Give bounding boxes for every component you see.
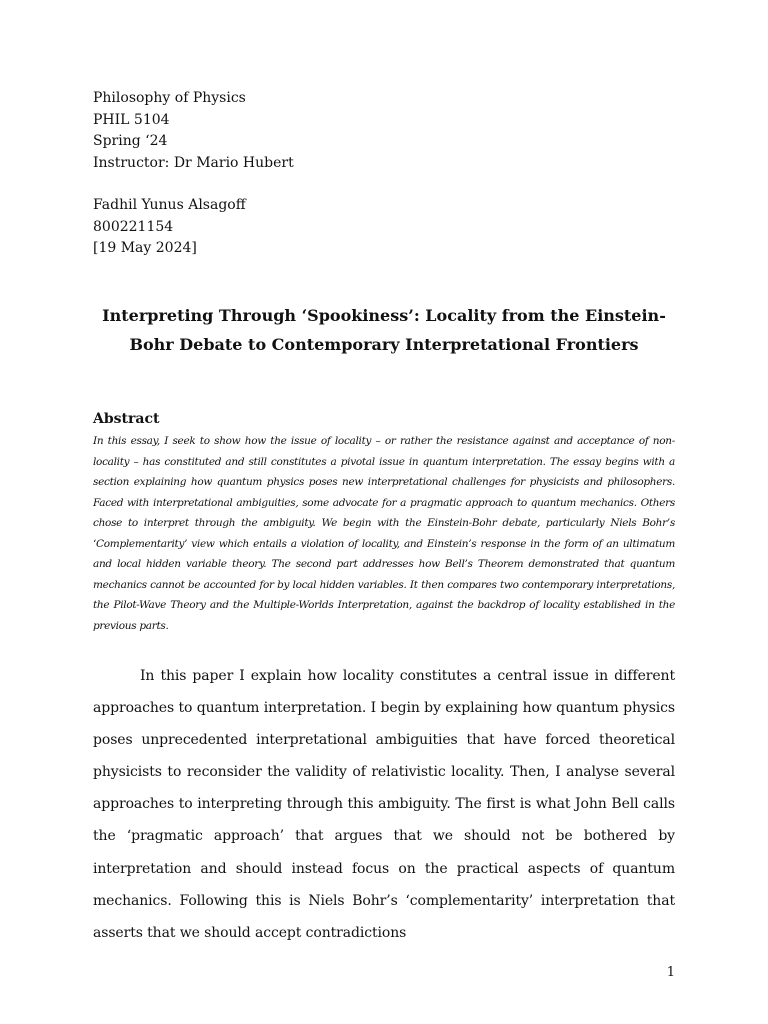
header-spacer — [93, 174, 294, 195]
page-number: 1 — [666, 965, 675, 980]
paper-title: Interpreting Through ‘Spookiness’: Locality from the Einstein-Bohr Debate to Contemporary Interpretational Frontiers — [102, 306, 666, 354]
term: Spring ‘24 — [93, 133, 168, 149]
instructor: Instructor: Dr Mario Hubert — [93, 154, 294, 171]
abstract-text: In this essay, I seek to show how the issue of locality – or rather the resistance against and acceptance of non-locality – has constituted and still constitutes a pivotal issue in quantum interpretation. The essay begins with a section explaining how quantum physics poses new interpretational challenges for physicists and philosophers. Faced with interpretational ambiguities, some advocate for a pragmatic approach to quantum mechanics. Others chose to interpret through the ambiguity. We begin with the Einstein-Bohr debate, particularly Niels Bohr’s ‘Complementarity’ view which entails a violation of locality, and Einstein’s response in the form of an ultimatum and local hidden variable theory. The second part addresses how Bell’s Theorem demonstrated that quantum mechanics cannot be accounted for by local hidden variables. It then compares two contemporary interpretations, the Pilot-Wave Theory and the Multiple-Worlds Interpretation, against the backdrop of locality established in the previous parts. — [93, 435, 675, 632]
student-id: 800221154 — [93, 218, 174, 235]
course-code: PHIL 5104 — [93, 111, 170, 128]
document-header — [93, 88, 294, 260]
course-name: Philosophy of Physics — [93, 90, 246, 106]
author-name: Fadhil Yunus Alsagoff — [93, 197, 246, 213]
submission-date: [19 May 2024] — [93, 240, 197, 256]
body-paragraph: In this paper I explain how locality constitutes a central issue in different approaches to quantum interpretation. I begin by explaining how quantum physics poses unprecedented interpretational ambiguities that have forced theoretical physicists to reconsider the validity of relativistic locality. Then, I analyse several approaches to interpreting through this ambiguity. The first is what John Bell calls the ‘pragmatic approach’ that argues that we should not be bothered by interpretation and should instead focus on the practical aspects of quantum mechanics. Following this is Niels Bohr’s ‘complementarity’ interpretation that asserts that we should accept contradictions — [93, 668, 675, 941]
abstract-heading: Abstract — [93, 411, 160, 427]
